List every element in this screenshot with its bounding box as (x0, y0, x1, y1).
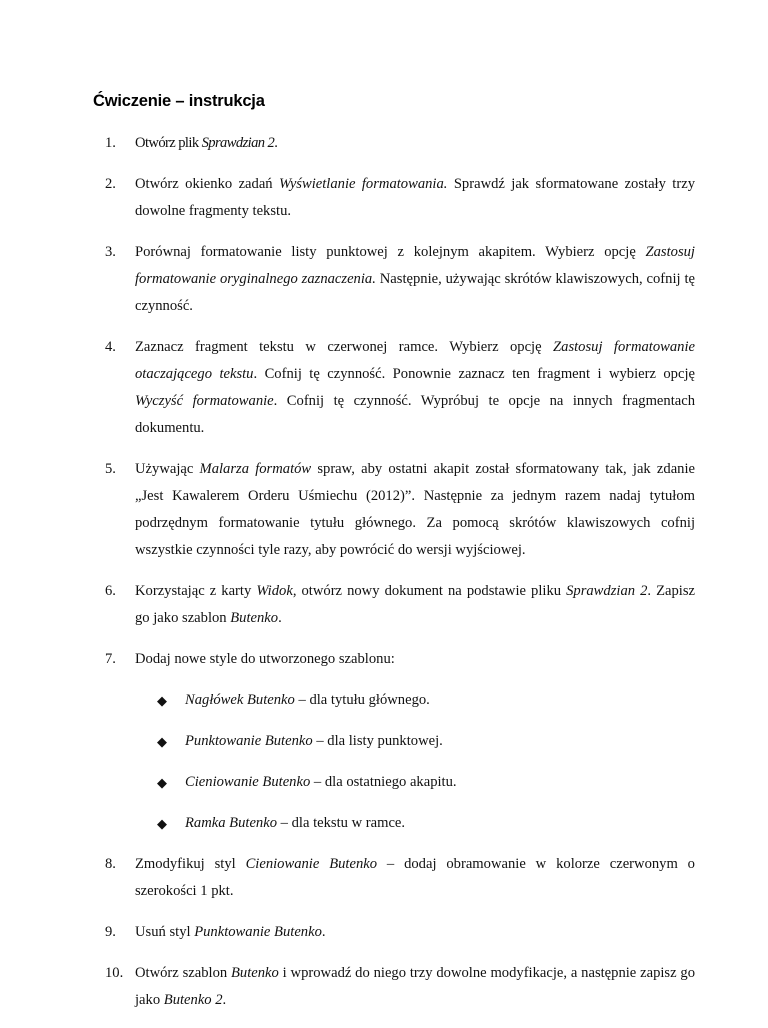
italic-text-run: Wyczyść formatowanie (135, 393, 274, 409)
text-run: Sprawdź jak sformatowane zostały trzy dowolne fragmenty tekstu. (135, 176, 695, 219)
italic-text-run: Sprawdzian 2 (201, 135, 275, 151)
diamond-bullet-icon: ◆ (157, 693, 167, 708)
item-number: 3. (105, 244, 116, 260)
text-run: Porównaj formatowanie listy punktowej z kolejnym akapitem. Wybierz opcję (135, 244, 646, 260)
instruction-item (105, 239, 695, 320)
item-number: 9. (105, 924, 116, 940)
style-bullet-item (105, 810, 695, 837)
instruction-item (105, 578, 695, 632)
text-run: – dodaj obramowanie w kolorze czerwonym o szerokości 1 pkt. (135, 856, 695, 899)
item-number: 2. (105, 176, 116, 192)
italic-text-run: Malarza formatów (199, 461, 312, 477)
text-run: – dla listy punktowej. (312, 733, 443, 749)
text-run: spraw, aby ostatni akapit został sformatowany tak, jak zdanie „Jest Kawalerem Orderu Uśmiechu (2012)”. Następnie za jednym razem nadaj tytułom podrzędnym formatowanie tytułu głównego. Za pomocą skrótów klawiszowych cofnij wszystkie czynności tyle razy, aby powrócić do wersji wyjściowej. (135, 461, 695, 558)
text-run: . Cofnij tę czynność. Ponownie zaznacz ten fragment i wybierz opcję (253, 366, 695, 382)
instruction-item (105, 171, 695, 225)
text-run: Otwórz okienko zadań (135, 176, 279, 192)
item-number: 10. (105, 965, 124, 981)
italic-text-run: Ramka Butenko (185, 815, 277, 831)
text-run: i wprowadź do niego trzy dowolne modyfikacje, a następnie zapisz go jako (135, 965, 695, 1008)
style-bullet-item (105, 728, 695, 755)
style-bullet-item (105, 769, 695, 796)
italic-text-run: Butenko (231, 965, 279, 981)
italic-text-run: Wyświetlanie formatowania. (279, 176, 448, 192)
text-run: Korzystając z karty (135, 583, 257, 599)
style-bullet-list (135, 687, 695, 837)
item-text (135, 334, 695, 442)
item-number: 5. (105, 461, 116, 477)
diamond-bullet-icon: ◆ (157, 734, 167, 749)
item-text (135, 239, 695, 320)
italic-text-run: Widok (256, 583, 293, 599)
instruction-item (105, 334, 695, 442)
text-run: Zaznacz fragment tekstu w czerwonej ramce. Wybierz opcję (135, 339, 554, 355)
item-number: 7. (105, 651, 116, 667)
text-run: – dla ostatniego akapitu. (310, 774, 457, 790)
instruction-item (105, 456, 695, 564)
diamond-bullet-icon: ◆ (157, 775, 167, 790)
text-run: . (274, 135, 278, 151)
item-text (135, 919, 695, 946)
item-text (135, 646, 695, 673)
italic-text-run: Zastosuj formatowanie oryginalnego zaznaczenia. (135, 244, 695, 287)
bullet-text (185, 733, 443, 749)
instruction-item (105, 851, 695, 905)
item-text (135, 578, 695, 632)
text-run: Używając (135, 461, 200, 477)
italic-text-run: Zastosuj formatowanie otaczającego tekstu (135, 339, 696, 382)
text-run: – dla tekstu w ramce. (277, 815, 406, 831)
item-number: 4. (105, 339, 116, 355)
text-run: . (278, 610, 282, 626)
bullet-text (185, 815, 405, 831)
italic-text-run: Sprawdzian 2 (566, 583, 648, 599)
item-number: 8. (105, 856, 116, 872)
text-run: – dla tytułu głównego. (294, 692, 430, 708)
italic-text-run: Punktowanie Butenko (185, 733, 313, 749)
italic-text-run: Butenko 2 (163, 992, 223, 1008)
instruction-item (105, 646, 695, 837)
page-title: Ćwiczenie – instrukcja (93, 92, 265, 110)
diamond-bullet-icon: ◆ (157, 816, 167, 831)
item-text (135, 851, 695, 905)
italic-text-run: Cieniowanie Butenko (245, 856, 378, 872)
item-text (135, 456, 695, 564)
text-run: . Cofnij tę czynność. Wypróbuj te opcje na innych fragmentach dokumentu. (135, 393, 695, 436)
italic-text-run: Nagłówek Butenko (185, 692, 295, 708)
bullet-text (185, 774, 457, 790)
text-run: . Zapisz go jako szablon (135, 583, 695, 626)
text-run: . (222, 992, 227, 1008)
item-text (135, 960, 695, 1014)
item-number: 6. (105, 583, 116, 599)
text-run: Otwórz plik (135, 135, 202, 151)
italic-text-run: Punktowanie Butenko (194, 924, 322, 940)
instruction-item (105, 130, 695, 157)
item-number: 1. (105, 135, 116, 151)
instruction-item (105, 919, 695, 946)
italic-text-run: Cieniowanie Butenko (185, 774, 311, 790)
item-text (135, 171, 695, 225)
item-text (135, 130, 695, 157)
style-bullet-item (105, 687, 695, 714)
text-run: Otwórz szablon (135, 965, 232, 981)
instruction-item (105, 960, 695, 1014)
instruction-list (105, 130, 695, 1028)
text-run: Usuń styl (135, 924, 195, 940)
text-run: . (321, 924, 326, 940)
italic-text-run: Butenko (230, 610, 279, 626)
text-run: Zmodyfikuj styl (135, 856, 246, 872)
text-run: , otwórz nowy dokument na podstawie pliku (292, 583, 567, 599)
text-run: Dodaj nowe style do utworzonego szablonu: (135, 651, 395, 667)
text-run: Następnie, używając skrótów klawiszowych, cofnij tę czynność. (135, 271, 695, 314)
bullet-text (185, 692, 430, 708)
